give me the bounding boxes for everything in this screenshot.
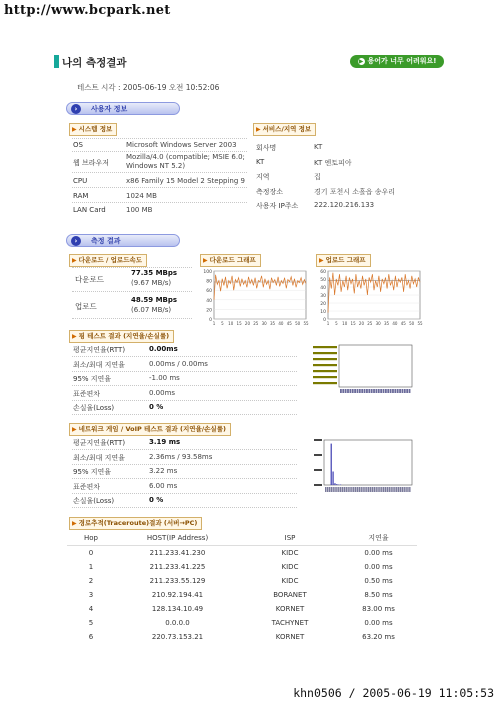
- traceroute-cell: 4: [88, 605, 94, 613]
- voip-row-key: 최소/최대 지연율: [73, 453, 125, 462]
- x-tick-label: [357, 389, 359, 393]
- bar: [331, 444, 332, 485]
- ping-row-key: 95% 지연율: [73, 375, 112, 383]
- x-tick-label: [364, 389, 366, 393]
- voip-row-key: 손실율(Loss): [73, 497, 115, 505]
- row-divider: [72, 172, 247, 173]
- ping-row-value: 0.00ms: [149, 345, 178, 353]
- x-tick-label: [366, 487, 367, 492]
- x-tick-label: [375, 487, 376, 492]
- traceroute-cell: KIDC: [281, 549, 299, 557]
- x-tick-label: [368, 487, 369, 492]
- x-tick-label: [361, 389, 363, 393]
- x-tick-label: 50: [409, 321, 415, 326]
- x-tick-label: 55: [303, 321, 309, 326]
- row-divider: [72, 493, 297, 494]
- x-tick-label: [362, 487, 363, 492]
- x-tick-label: [383, 389, 385, 393]
- traceroute-header: [69, 517, 202, 530]
- traceroute-row: [67, 630, 417, 644]
- voip-row-value: 3.19 ms: [149, 438, 181, 446]
- traceroute-column-header: ISP: [240, 531, 340, 546]
- arrow-right-icon: ▶: [72, 126, 77, 133]
- x-tick-label: [338, 487, 339, 492]
- y-tick-label: [313, 382, 337, 384]
- x-tick-label: [402, 487, 403, 492]
- y-tick-label: [314, 484, 322, 486]
- x-tick-label: [342, 487, 343, 492]
- x-tick-label: [340, 487, 341, 492]
- x-tick-label: [398, 487, 399, 492]
- service-place-value: 경기 포천시 소흘읍 송우리: [314, 188, 396, 196]
- x-tick-label: [361, 487, 362, 492]
- arrow-right-icon: ▶: [358, 57, 364, 65]
- x-tick-label: [359, 389, 361, 393]
- x-tick-label: [342, 389, 344, 393]
- row-divider: [72, 449, 297, 450]
- arrow-right-icon: ▶: [72, 333, 77, 340]
- x-tick-label: [387, 487, 388, 492]
- y-tick-label: 10: [320, 310, 326, 315]
- system-ram-value: 1024 MB: [126, 192, 157, 200]
- x-tick-label: [409, 389, 411, 393]
- y-tick-label: 60: [320, 270, 326, 275]
- y-tick-label: [314, 469, 322, 471]
- help-button-label: 용어가 너무 어려워요!: [367, 57, 437, 65]
- download-mbps: 77.35 MBps: [131, 269, 178, 277]
- x-tick-label: [357, 487, 358, 492]
- row-divider: [72, 151, 247, 152]
- service-company-key: 회사명: [256, 144, 277, 152]
- x-tick-label: 1: [326, 321, 330, 326]
- x-tick-label: [345, 389, 347, 393]
- ping-row-value: 0 %: [149, 403, 164, 411]
- download-graph: [200, 267, 310, 329]
- traceroute-header-label: 경로추적(Traceroute)결과 (서버→PC): [78, 519, 198, 527]
- arrow-right-icon: ▶: [203, 257, 208, 264]
- voip-row-value: 2.36ms / 93.58ms: [149, 452, 213, 461]
- row-divider: [72, 291, 192, 292]
- row-divider: [72, 202, 247, 203]
- traceroute-cell: BORANET: [273, 591, 307, 599]
- ping-row-value: -1.00 ms: [149, 374, 180, 382]
- title-accent-bar: [54, 55, 59, 68]
- x-tick-label: [400, 487, 401, 492]
- traceroute-column-header: 지연율: [340, 531, 417, 546]
- x-tick-label: [359, 487, 360, 492]
- arrow-right-icon: ▶: [72, 520, 77, 527]
- traceroute-table: [67, 531, 417, 644]
- traceroute-cell: 6: [88, 633, 94, 641]
- traceroute-cell: 1: [88, 563, 94, 571]
- x-tick-label: [346, 487, 347, 492]
- arrow-right-icon: ▶: [72, 426, 77, 433]
- x-tick-label: [334, 487, 335, 492]
- section-result: [66, 234, 180, 247]
- y-tick-label: [313, 376, 337, 378]
- traceroute-column-header: Hop: [67, 531, 115, 546]
- x-tick-label: [373, 389, 375, 393]
- y-tick-label: 30: [320, 294, 326, 299]
- bar: [336, 484, 337, 485]
- x-tick-label: 45: [286, 321, 292, 326]
- x-tick-label: 45: [400, 321, 406, 326]
- traceroute-cell: 2: [88, 577, 94, 585]
- traceroute-cell: KORNET: [275, 633, 305, 641]
- traceroute-row: [67, 574, 417, 588]
- x-tick-label: 30: [261, 321, 267, 326]
- service-product-key: KT: [256, 158, 265, 166]
- system-browser-key: 웹 브라우저: [73, 159, 110, 167]
- y-tick-label: 80: [206, 279, 212, 285]
- x-tick-label: [394, 487, 395, 492]
- voip-row-key: 95% 지연율: [73, 468, 112, 476]
- x-tick-label: [387, 389, 389, 393]
- speed-header-label: 다운로드 / 업로드속도: [78, 256, 143, 264]
- x-tick-label: [349, 487, 350, 492]
- x-tick-label: [394, 389, 396, 393]
- x-tick-label: 35: [383, 321, 390, 326]
- service-ip-value: 222.120.216.133: [314, 201, 375, 209]
- x-tick-label: [392, 389, 394, 393]
- y-tick-label: [314, 454, 322, 456]
- y-tick-label: 0: [209, 318, 212, 323]
- traceroute-row: [67, 560, 417, 574]
- x-tick-label: 40: [278, 321, 284, 326]
- system-cpu-key: CPU: [73, 177, 88, 185]
- traceroute-cell: 0: [88, 549, 94, 557]
- arrow-right-icon: ▶: [256, 126, 261, 133]
- x-tick-label: 25: [253, 321, 259, 326]
- x-tick-label: 25: [367, 321, 373, 326]
- y-tick-label: 60: [206, 289, 212, 295]
- voip-graph: [312, 437, 416, 495]
- y-tick-label: 40: [206, 298, 212, 304]
- x-tick-label: [353, 487, 354, 492]
- page-title: 나의 측정결과: [62, 57, 127, 69]
- x-tick-label: [332, 487, 333, 492]
- ping-row-key: 평균지연율(RTT): [73, 346, 126, 354]
- x-tick-label: [376, 389, 378, 393]
- arrow-right-icon: ▶: [319, 257, 324, 264]
- traceroute-cell: 0.00 ms: [364, 619, 393, 627]
- ping-graph: [313, 343, 415, 399]
- help-button[interactable]: [350, 55, 444, 68]
- row-divider: [72, 414, 297, 415]
- system-os-value: Microsoft Windows Server 2003: [126, 141, 237, 149]
- x-tick-label: [344, 487, 345, 492]
- system-info-header: [69, 123, 117, 136]
- x-tick-label: 40: [392, 321, 398, 326]
- x-tick-label: [327, 487, 328, 492]
- download-graph-header-label: 다운로드 그래프: [209, 256, 256, 264]
- traceroute-cell: 3: [88, 591, 94, 599]
- x-tick-label: [378, 389, 380, 393]
- service-region-key: 지역: [256, 173, 270, 181]
- x-tick-label: [379, 487, 380, 492]
- plot-area: [214, 271, 306, 319]
- traceroute-row: [67, 546, 417, 561]
- traceroute-column-header: HOST(IP Address): [115, 531, 240, 546]
- plot-area: [324, 440, 412, 485]
- x-tick-label: [347, 487, 348, 492]
- ping-row-value: 0.00ms / 0.00ms: [149, 359, 208, 368]
- traceroute-cell: 0.0.0.0: [165, 619, 190, 627]
- traceroute-cell: 0.00 ms: [364, 549, 393, 557]
- chevron-right-icon: ›: [71, 104, 81, 114]
- upload-mbs: (6.07 MB/s): [131, 306, 172, 314]
- voip-header: [69, 423, 231, 436]
- traceroute-cell: 128.134.10.49: [151, 605, 204, 613]
- y-tick-label: [313, 364, 337, 366]
- x-tick-label: [347, 389, 349, 393]
- x-tick-label: [405, 487, 406, 492]
- bar: [332, 472, 333, 486]
- x-tick-label: [370, 487, 371, 492]
- traceroute-cell: KIDC: [281, 577, 299, 585]
- voip-header-label: 네트워크 게임 / VoIP 테스트 결과 (지연율/손실률): [78, 425, 226, 433]
- x-tick-label: [407, 487, 408, 492]
- x-tick-label: 15: [350, 321, 356, 326]
- y-tick-label: 20: [206, 308, 212, 314]
- x-tick-label: [385, 487, 386, 492]
- x-tick-label: [364, 487, 365, 492]
- x-tick-label: [329, 487, 330, 492]
- traceroute-cell: 8.50 ms: [364, 591, 393, 599]
- y-tick-label: [313, 352, 337, 354]
- traceroute-row: [67, 602, 417, 616]
- system-info-header-label: 시스템 정보: [78, 125, 113, 133]
- system-ram-key: RAM: [73, 192, 89, 200]
- chevron-right-icon: ›: [71, 236, 81, 246]
- ping-header: [69, 330, 174, 343]
- x-tick-label: [390, 487, 391, 492]
- service-company-value: KT: [314, 143, 323, 151]
- upload-graph-header: [316, 254, 371, 267]
- row-divider: [72, 400, 297, 401]
- row-divider: [72, 187, 247, 188]
- x-tick-label: 20: [358, 321, 365, 326]
- x-tick-label: [372, 487, 373, 492]
- x-tick-label: 1: [212, 321, 216, 326]
- row-divider: [72, 267, 192, 268]
- row-divider: [72, 318, 192, 319]
- y-tick-label: [313, 370, 337, 372]
- traceroute-header-row: [67, 531, 417, 546]
- x-tick-label: [406, 389, 408, 393]
- x-tick-label: [390, 389, 392, 393]
- voip-row-key: 표준편차: [73, 482, 101, 491]
- x-tick-label: 10: [228, 321, 234, 326]
- voip-row-key: 평균지연율(RTT): [73, 439, 126, 447]
- ping-row-value: 0.00ms: [149, 388, 176, 397]
- test-time: 테스트 시각 : 2005-06-19 오전 10:52:06: [77, 83, 220, 92]
- x-tick-label: [331, 487, 332, 492]
- section-user-info: [66, 102, 180, 115]
- x-tick-label: [352, 389, 354, 393]
- x-tick-label: 35: [269, 321, 276, 326]
- x-tick-label: [366, 389, 368, 393]
- service-info-header: [253, 123, 316, 136]
- x-tick-label: 55: [417, 321, 423, 326]
- traceroute-row: [67, 588, 417, 602]
- service-product-value: KT 엔토피아: [314, 159, 352, 167]
- x-tick-label: [409, 487, 410, 492]
- x-tick-label: [377, 487, 378, 492]
- x-tick-label: 20: [244, 321, 251, 326]
- x-tick-label: [325, 487, 326, 492]
- traceroute-cell: TACHYNET: [271, 619, 309, 627]
- system-browser-value: Mozilla/4.0 (compatible; MSIE 6.0; Windows NT 5.2): [126, 153, 245, 170]
- traceroute-cell: 0.50 ms: [364, 577, 393, 585]
- plot-area: [339, 345, 412, 387]
- traceroute-cell: 211.233.41.225: [149, 563, 206, 571]
- traceroute-row: [67, 616, 417, 630]
- row-divider: [72, 371, 297, 372]
- x-tick-label: 5: [221, 321, 224, 326]
- x-tick-label: [404, 389, 406, 393]
- row-divider: [72, 385, 297, 386]
- upload-graph-header-label: 업로드 그래프: [325, 256, 366, 264]
- ping-header-label: 핑 테스트 결과 (지연율/손실률): [78, 332, 170, 340]
- x-tick-label: 50: [295, 321, 301, 326]
- row-divider: [72, 464, 297, 465]
- y-tick-label: 20: [320, 302, 326, 307]
- traceroute-cell: 211.233.41.230: [149, 549, 206, 557]
- arrow-right-icon: ▶: [72, 257, 77, 264]
- x-tick-label: [389, 487, 390, 492]
- service-place-key: 측정장소: [256, 188, 284, 196]
- traceroute-cell: 83.00 ms: [362, 605, 395, 613]
- traceroute-cell: 63.20 ms: [362, 633, 395, 641]
- ping-row-key: 손실율(Loss): [73, 404, 115, 412]
- traceroute-cell: 211.233.55.129: [149, 577, 206, 585]
- service-region-value: 집: [314, 173, 321, 181]
- download-graph-header: [200, 254, 261, 267]
- x-tick-label: [385, 389, 387, 393]
- x-tick-label: [371, 389, 373, 393]
- system-lan-key: LAN Card: [73, 206, 106, 214]
- x-tick-label: [355, 487, 356, 492]
- x-tick-label: [349, 389, 351, 393]
- traceroute-cell: KIDC: [281, 563, 299, 571]
- upload-label: 업로드: [75, 302, 97, 311]
- voip-row-value: 0 %: [149, 496, 164, 504]
- y-tick-label: 40: [320, 286, 326, 291]
- traceroute-cell: 0.00 ms: [364, 563, 393, 571]
- row-divider: [72, 478, 297, 479]
- x-tick-label: [368, 389, 370, 393]
- traceroute-cell: KORNET: [275, 605, 305, 613]
- traceroute-cell: 5: [88, 619, 94, 627]
- voip-row-value: 3.22 ms: [149, 467, 178, 475]
- site-url-watermark: http://www.bcpark.net: [4, 3, 171, 18]
- system-lan-value: 100 MB: [126, 206, 153, 214]
- section-user-info-label: 사용자 정보: [91, 105, 128, 113]
- y-tick-label: 100: [203, 270, 212, 275]
- download-mbs: (9.67 MB/s): [131, 279, 172, 287]
- ping-row-key: 표준편차: [73, 389, 101, 398]
- y-tick-label: 50: [320, 278, 326, 283]
- x-tick-label: [351, 487, 352, 492]
- x-tick-label: [397, 389, 399, 393]
- x-tick-label: [396, 487, 397, 492]
- speed-header: [69, 254, 147, 267]
- bar: [334, 483, 335, 485]
- x-tick-label: [399, 389, 401, 393]
- x-tick-label: [374, 487, 375, 492]
- service-ip-key: 사용자 IP주소: [256, 202, 299, 210]
- traceroute-cell: 210.92.194.41: [151, 591, 204, 599]
- y-tick-label: [314, 439, 322, 441]
- x-tick-label: [340, 389, 342, 393]
- upload-graph: [314, 267, 424, 329]
- x-tick-label: [381, 487, 382, 492]
- footer-stamp: khn0506 / 2005-06-19 11:05:53: [293, 686, 494, 700]
- ping-row-key: 최소/최대 지연율: [73, 360, 125, 369]
- system-cpu-value: x86 Family 15 Model 2 Stepping 9: [126, 177, 245, 185]
- x-tick-label: [380, 389, 382, 393]
- y-tick-label: [313, 346, 337, 348]
- x-tick-label: 30: [375, 321, 381, 326]
- x-tick-label: [402, 389, 404, 393]
- x-tick-label: [392, 487, 393, 492]
- row-divider: [72, 356, 297, 357]
- y-tick-label: [313, 358, 337, 360]
- system-os-key: OS: [73, 141, 83, 149]
- x-tick-label: 10: [342, 321, 348, 326]
- x-tick-label: 5: [335, 321, 338, 326]
- download-label: 다운로드: [75, 275, 104, 284]
- x-tick-label: [354, 389, 356, 393]
- service-info-header-label: 서비스/지역 정보: [262, 125, 312, 133]
- section-result-label: 측정 결과: [91, 237, 121, 245]
- y-tick-label: 0: [323, 318, 326, 323]
- x-tick-label: [336, 487, 337, 492]
- traceroute-cell: 220.73.153.21: [151, 633, 204, 641]
- upload-mbps: 48.59 MBps: [131, 296, 178, 304]
- voip-row-value: 6.00 ms: [149, 481, 178, 490]
- x-tick-label: 15: [236, 321, 242, 326]
- row-divider: [72, 507, 297, 508]
- x-tick-label: [404, 487, 405, 492]
- x-tick-label: [383, 487, 384, 492]
